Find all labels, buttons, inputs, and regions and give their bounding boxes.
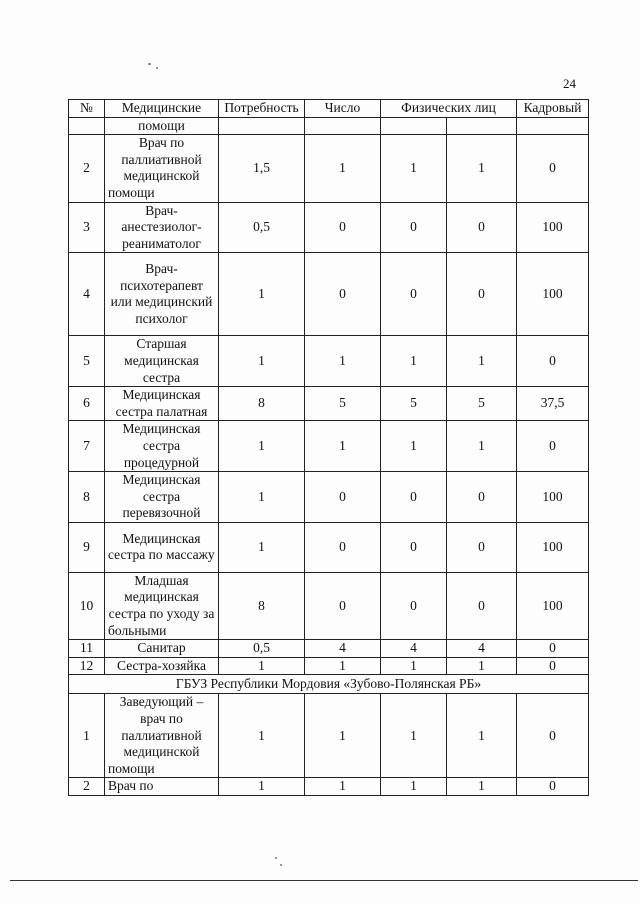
row-staff-percent: 0 [517,336,589,387]
row-position-name: Санитар [105,640,219,658]
scan-speck [275,857,277,859]
row-physical-2: 0 [447,522,517,572]
row-need: 1 [219,657,305,675]
row-physical-2: 0 [447,253,517,336]
rows-group-a [69,135,589,675]
row-physical-1: 1 [381,421,447,472]
row-number: 7 [69,421,105,472]
row-need: 1 [219,522,305,572]
row-need: 1 [219,694,305,778]
row-physical-1: 0 [381,202,447,253]
row-number: 5 [69,336,105,387]
row-physical-1: 1 [381,135,447,202]
row-need: 8 [219,572,305,639]
row-count: 0 [305,522,381,572]
row-need: 8 [219,387,305,421]
row-physical-2: 0 [447,472,517,523]
rows-group-b [69,694,589,796]
row-need: 1 [219,336,305,387]
row-position-name: Медицинская сестра перевязочной [105,472,219,523]
row-staff-percent: 100 [517,253,589,336]
row-physical-2: 1 [447,778,517,796]
row-staff-percent: 0 [517,778,589,796]
header-need: Потребность [219,100,305,118]
row-need: 1 [219,253,305,336]
row-staff-percent: 0 [517,694,589,778]
row-position-name: Медицинская сестра палатная [105,387,219,421]
row-count: 1 [305,778,381,796]
table-row [69,657,589,675]
row-staff-percent: 0 [517,640,589,658]
row-physical-2: 4 [447,640,517,658]
row-physical-1: 1 [381,694,447,778]
row-position-name: Врач по паллиативной медицинской помощи [105,135,219,202]
scan-speck [280,864,282,866]
row-need: 0,5 [219,640,305,658]
row-count: 1 [305,135,381,202]
header-physical: Физических лиц [381,100,517,118]
header-count: Число [305,100,381,118]
row-number: 8 [69,472,105,523]
table-row [69,694,589,778]
row-physical-1: 0 [381,472,447,523]
row-number: 10 [69,572,105,639]
row-count: 1 [305,336,381,387]
row-position-name: Врач по [105,778,219,796]
table-row [69,522,589,572]
row-position-name: Медицинская сестра процедурной [105,421,219,472]
organization-title: ГБУЗ Республики Мордовия «Зубово-Полянская РБ» [69,675,589,694]
table-row [69,640,589,658]
continuation-text: помощи [105,117,219,135]
scan-speck [148,63,151,65]
table-row [69,253,589,336]
row-count: 1 [305,421,381,472]
row-staff-percent: 100 [517,202,589,253]
row-physical-2: 0 [447,202,517,253]
table-row [69,202,589,253]
row-need: 1 [219,472,305,523]
row-number: 3 [69,202,105,253]
header-row [69,100,589,118]
row-physical-2: 0 [447,572,517,639]
row-number: 2 [69,135,105,202]
row-count: 5 [305,387,381,421]
row-count: 0 [305,253,381,336]
row-number: 11 [69,640,105,658]
row-count: 0 [305,572,381,639]
row-position-name: Старшая медицинская сестра [105,336,219,387]
row-need: 1 [219,778,305,796]
continuation-row [69,117,589,135]
row-count: 1 [305,694,381,778]
row-position-name: Заведующий – врач по паллиативной медицинской помощи [105,694,219,778]
row-need: 0,5 [219,202,305,253]
row-count: 1 [305,657,381,675]
scan-speck [156,67,158,69]
organization-row [69,675,589,694]
row-physical-1: 0 [381,572,447,639]
row-physical-2: 1 [447,657,517,675]
row-number: 6 [69,387,105,421]
row-physical-2: 5 [447,387,517,421]
row-physical-1: 1 [381,336,447,387]
row-physical-2: 1 [447,694,517,778]
row-need: 1 [219,421,305,472]
header-staff: Кадровый [517,100,589,118]
table-row [69,135,589,202]
row-position-name: Младшая медицинская сестра по уходу за больными [105,572,219,639]
row-staff-percent: 100 [517,522,589,572]
row-staff-percent: 37,5 [517,387,589,421]
row-number: 1 [69,694,105,778]
table-row [69,472,589,523]
row-staff-percent: 100 [517,472,589,523]
table-row [69,336,589,387]
table-row [69,572,589,639]
header-num: № [69,100,105,118]
row-count: 0 [305,472,381,523]
row-physical-2: 1 [447,135,517,202]
table-row [69,421,589,472]
row-physical-1: 1 [381,657,447,675]
row-count: 0 [305,202,381,253]
row-need: 1,5 [219,135,305,202]
row-number: 4 [69,253,105,336]
row-position-name: Врач-анестезиолог-реаниматолог [105,202,219,253]
row-position-name: Врач-психотерапевт или медицинский психолог [105,253,219,336]
row-physical-1: 0 [381,522,447,572]
header-name: Медицинские [105,100,219,118]
row-staff-percent: 0 [517,657,589,675]
row-count: 4 [305,640,381,658]
row-physical-2: 1 [447,421,517,472]
row-position-name: Медицинская сестра по массажу [105,522,219,572]
row-physical-1: 4 [381,640,447,658]
table-row [69,778,589,796]
row-position-name: Сестра-хозяйка [105,657,219,675]
page-edge-line [10,880,638,881]
row-physical-1: 0 [381,253,447,336]
page-number: 24 [563,76,576,91]
staffing-table [68,99,589,796]
row-physical-1: 5 [381,387,447,421]
row-staff-percent: 0 [517,421,589,472]
row-number: 2 [69,778,105,796]
row-physical-1: 1 [381,778,447,796]
table-row [69,387,589,421]
row-staff-percent: 100 [517,572,589,639]
row-number: 12 [69,657,105,675]
row-number: 9 [69,522,105,572]
row-physical-2: 1 [447,336,517,387]
row-staff-percent: 0 [517,135,589,202]
